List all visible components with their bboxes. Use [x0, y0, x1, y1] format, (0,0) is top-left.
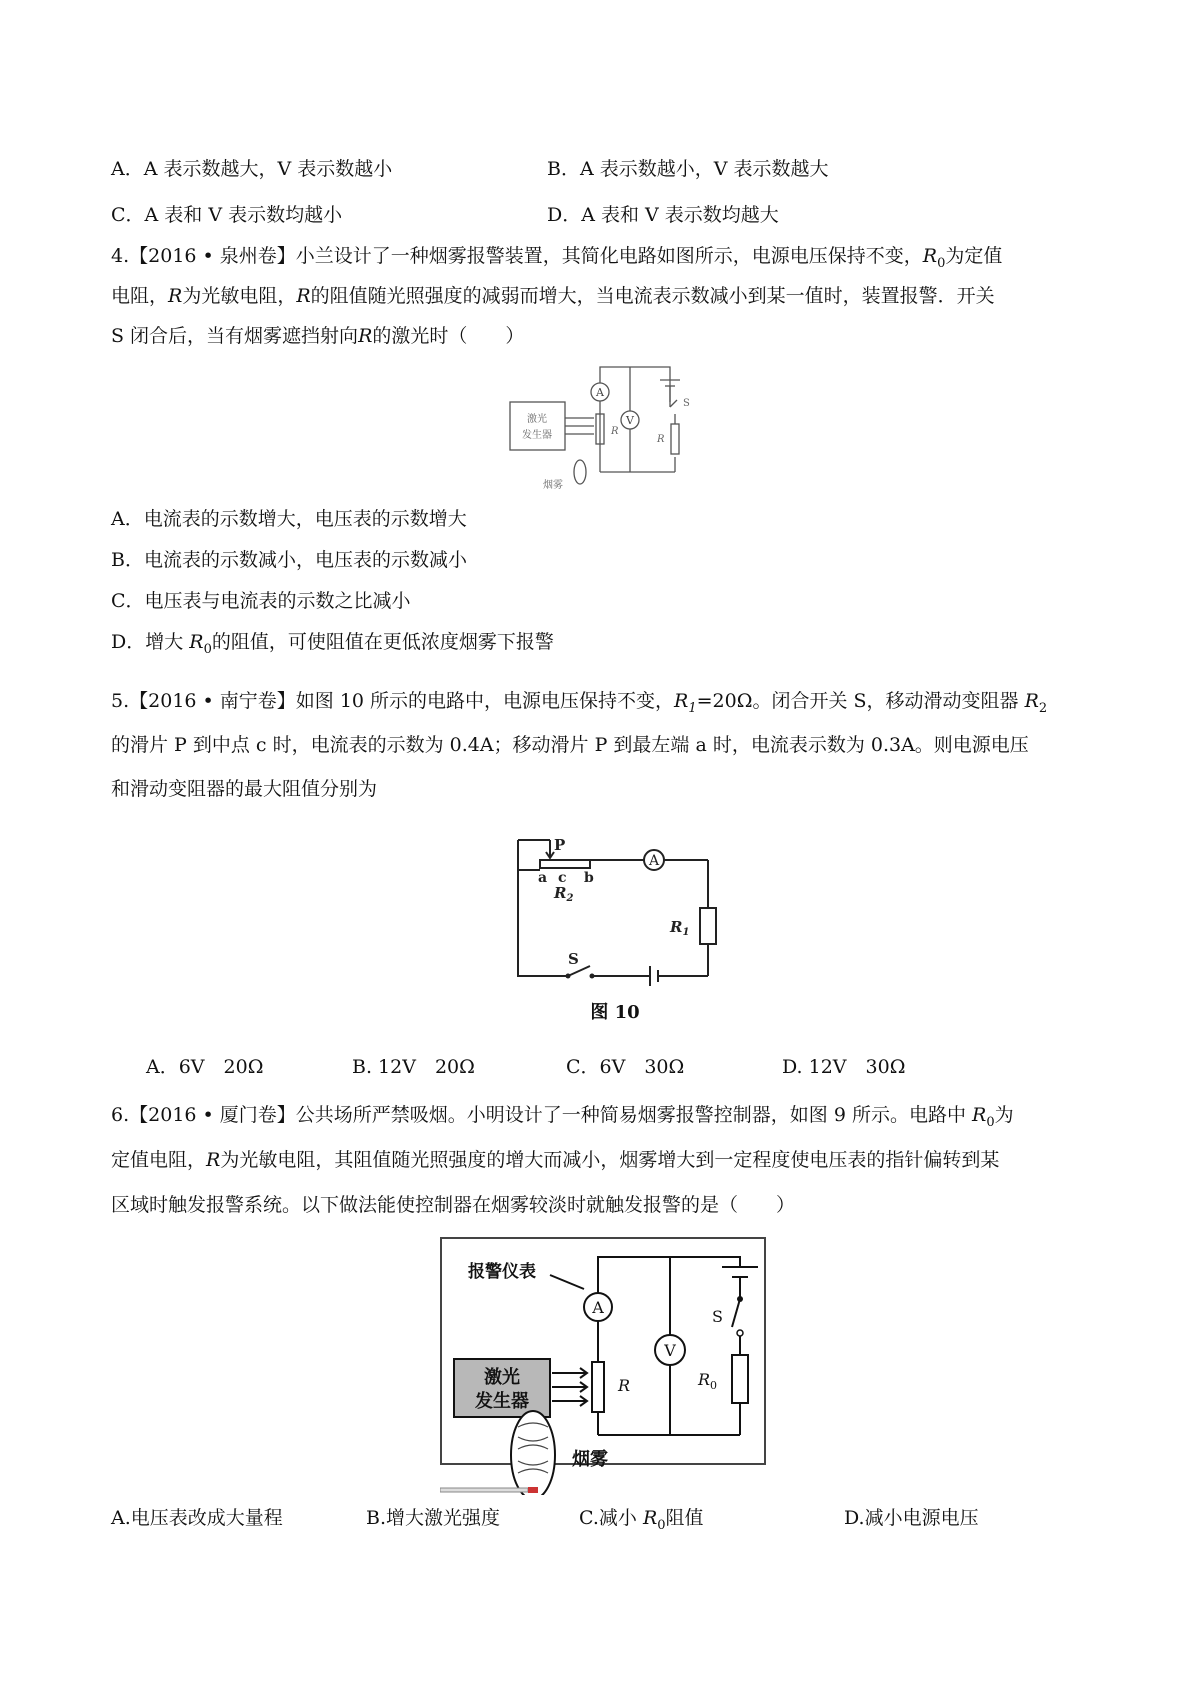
- q6-option-c-suffix: 阻值: [665, 1507, 704, 1529]
- q4-source: 【2016 • 泉州卷】: [129, 245, 296, 267]
- q4-fig-smoke-label: 烟雾: [543, 480, 563, 491]
- q6-fig-laser-label-1: 激光: [484, 1367, 520, 1388]
- q5-fig-c-label: c: [558, 870, 567, 886]
- q6-fig-r-label: R: [618, 1376, 631, 1395]
- q5-fig-ammeter-label: A: [648, 853, 660, 869]
- q4-option-d-suffix: 的阻值，可使阻值在更低浓度烟雾下报警: [211, 631, 554, 653]
- q6-option-c: [579, 1505, 704, 1539]
- q5-option-a: A．6V 20Ω: [146, 1056, 264, 1078]
- q4-line2-b: 为光敏电阻，: [182, 285, 297, 307]
- q6-stem-line2: [111, 1147, 999, 1173]
- q4-circuit-figure: [505, 362, 705, 498]
- q5-option-c: C．6V 30Ω: [566, 1056, 685, 1078]
- q5-fig-caption: 图 10: [590, 1002, 640, 1023]
- q4-var-r0: R: [922, 245, 938, 267]
- q5-stem-line2: 的滑片 P 到中点 c 时，电流表的示数为 0.4A；移动滑片 P 到最左端 a 时，电流表示数为 0.3A。则电源电压: [111, 734, 1029, 756]
- q6-var-r: R: [206, 1149, 221, 1171]
- q4-line2-a: 电阻，: [111, 285, 169, 307]
- q6-option-d: D.减小电源电压: [844, 1507, 979, 1529]
- q6-fig-alarm-label: 报警仪表: [468, 1262, 536, 1282]
- q4-option-b: B．电流表的示数减小，电压表的示数减小: [111, 549, 467, 571]
- q5-stem-line3: 和滑动变阻器的最大阻值分别为: [111, 778, 378, 800]
- q5-line1-b: =20Ω。闭合开关 S，移动滑动变阻器: [696, 690, 1019, 712]
- q5-var-r1: R: [674, 690, 689, 712]
- q5-fig-a-label: a: [538, 870, 548, 886]
- q4-fig-voltmeter-label: V: [626, 414, 634, 427]
- q4-number: 4.: [111, 245, 130, 267]
- q3-option-d: D．A 表和 V 表示数均越大: [547, 204, 779, 226]
- q6-option-b: B.增大激光强度: [366, 1507, 501, 1529]
- q6-var-r0: R: [972, 1104, 987, 1126]
- q4-var-r-2: R: [296, 285, 311, 307]
- q4-option-a: A．电流表的示数增大，电压表的示数增大: [111, 508, 467, 530]
- q6-line2-a: 定值电阻，: [111, 1149, 207, 1171]
- q5-var-r2: R: [1024, 690, 1039, 712]
- q5-number: 5.: [111, 690, 130, 712]
- q6-line1-a: 公共场所严禁吸烟。小明设计了一种简易烟雾报警控制器，如图 9 所示。电路中: [295, 1104, 966, 1126]
- q4-var-r-1: R: [168, 285, 183, 307]
- q4-option-d: [111, 629, 554, 663]
- q4-fig-r-label: R: [611, 426, 619, 437]
- q4-option-c: C．电压表与电流表的示数之比减小: [111, 590, 411, 612]
- q5-circuit-figure: [510, 830, 740, 1026]
- q4-sub-0: 0: [937, 255, 946, 271]
- q5-option-b: B. 12V 20Ω: [352, 1056, 475, 1078]
- q4-option-d-prefix: D．增大: [111, 631, 184, 653]
- q6-cigarette-tip: [528, 1487, 538, 1493]
- q4-stem-line1: [111, 243, 1002, 277]
- q6-sub-0: 0: [986, 1114, 995, 1130]
- q4-fig-s-label: S: [683, 398, 690, 409]
- q5-switch-pivot: [566, 974, 571, 979]
- q6-option-a: A.电压表改成大量程: [111, 1507, 283, 1529]
- q6-option-c-prefix: C.减小: [579, 1507, 637, 1529]
- q6-option-c-var: R: [642, 1507, 658, 1529]
- q5-fig-r2-label: $R_2$: [554, 884, 574, 904]
- q6-switch-bottom-contact: [737, 1330, 743, 1336]
- q5-stem-line1: [111, 688, 1047, 722]
- q5-switch-contact: [590, 974, 595, 979]
- q5-fig-r1-label: $R_1$: [670, 918, 690, 938]
- q6-fig-r0-label: $R_0$: [698, 1370, 718, 1392]
- q4-line1-tail: 为定值: [945, 245, 1003, 267]
- q6-fig-s-label: S: [712, 1307, 723, 1326]
- q4-stem-line2: [111, 283, 995, 309]
- q6-stem-line1: [111, 1102, 1014, 1136]
- q6-switch-top-contact: [737, 1296, 743, 1302]
- q6-line2-b: 为光敏电阻，其阻值随光照强度的增大而减小，烟雾增大到一定程度使电压表的指针偏转到某: [220, 1149, 1000, 1171]
- q4-line1-text: 小兰设计了一种烟雾报警装置，其简化电路如图所示，电源电压保持不变，: [295, 245, 923, 267]
- q6-source: 【2016 • 厦门卷】: [129, 1104, 296, 1126]
- q5-source: 【2016 • 南宁卷】: [129, 690, 296, 712]
- q6-circuit-figure: [440, 1237, 766, 1495]
- q6-fig-smoke-label: 烟雾: [572, 1449, 608, 1470]
- q4-line3-b: 的激光时（ ）: [372, 325, 525, 347]
- q5-line1-a: 如图 10 所示的电路中，电源电压保持不变，: [295, 690, 675, 712]
- q6-smoke-shape: [511, 1411, 555, 1495]
- q4-option-d-sub: 0: [203, 641, 212, 657]
- q4-line2-c: 的阻值随光照强度的减弱而增大，当电流表示数减小到某一值时，装置报警．开关: [310, 285, 995, 307]
- q6-line1-b: 为: [994, 1104, 1014, 1126]
- q5-fig-s-label: S: [568, 950, 579, 968]
- q6-fig-laser-label-2: 发生器: [475, 1391, 529, 1412]
- q3-option-b: B．A 表示数越小，V 表示数越大: [547, 158, 829, 180]
- q4-fig-laser-label-2: 发生器: [522, 430, 552, 441]
- q3-option-a: A．A 表示数越大，V 表示数越小: [111, 158, 393, 180]
- q5-fig-p-label: P: [554, 836, 566, 854]
- q4-fig-ammeter-label: A: [596, 386, 604, 399]
- q4-var-r-3: R: [358, 325, 373, 347]
- q4-fig-laser-label-1: 激光: [527, 414, 547, 425]
- q4-line3-a: S 闭合后，当有烟雾遮挡射向: [111, 325, 359, 347]
- q6-stem-line3: 区域时触发报警系统。以下做法能使控制器在烟雾较淡时就触发报警的是（ ）: [111, 1194, 796, 1216]
- q3-option-c: C．A 表和 V 表示数均越小: [111, 204, 343, 226]
- q4-option-d-var: R: [189, 631, 204, 653]
- q6-fig-voltmeter-label: V: [664, 1341, 676, 1360]
- q6-fig-ammeter-label: A: [592, 1298, 604, 1317]
- q6-option-c-sub: 0: [657, 1517, 666, 1533]
- q4-stem-line3: [111, 323, 524, 349]
- q5-sub-1: 1: [688, 700, 697, 716]
- q5-fig-b-label: b: [584, 870, 594, 886]
- q5-option-d: D. 12V 30Ω: [782, 1056, 906, 1078]
- q5-sub-2: 2: [1038, 700, 1048, 716]
- q6-cigarette: [440, 1488, 528, 1492]
- q4-fig-r0-label: R: [657, 434, 665, 445]
- q6-number: 6.: [111, 1104, 130, 1126]
